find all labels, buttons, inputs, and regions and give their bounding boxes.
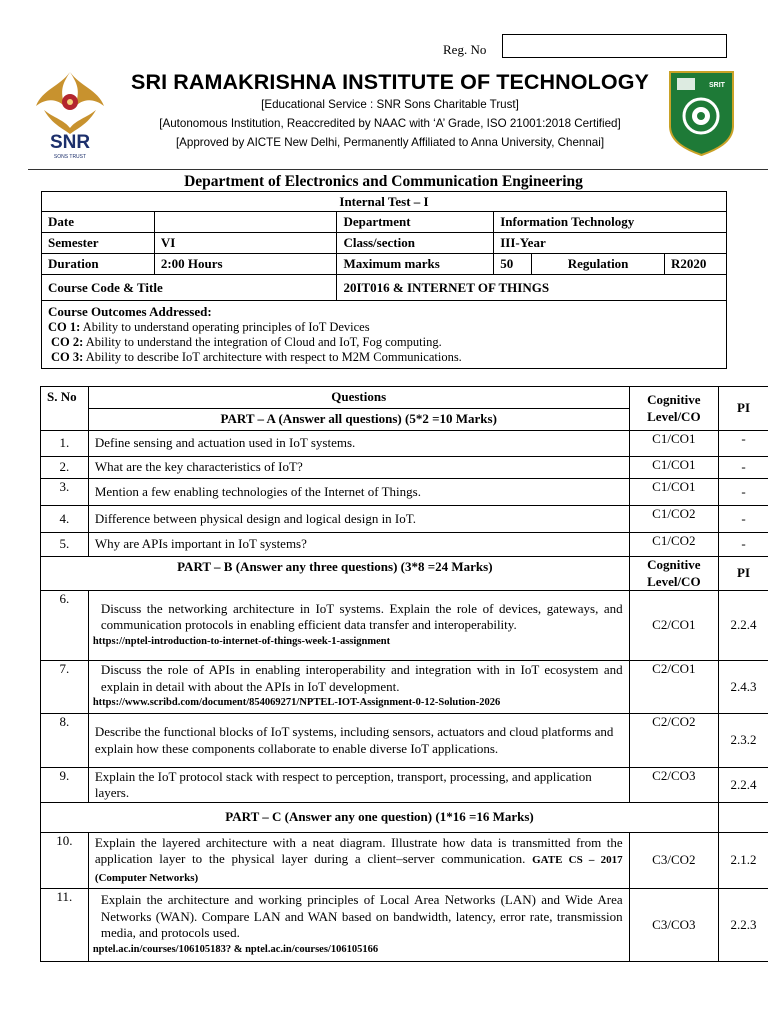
reg-no-input[interactable] [502,34,727,58]
question-number: 10. [41,833,89,889]
question-cell [88,889,629,962]
question-number: 6. [41,591,89,661]
question-pi: 2.3.2 [719,714,768,768]
question-text: Mention a few enabling technologies of the Internet of Things. [88,479,629,506]
institute-name: SRI RAMAKRISHNA INSTITUTE OF TECHNOLOGY [131,70,649,94]
question-number: 5. [41,533,89,557]
date-label: Date [42,212,155,233]
question-text: Define sensing and actuation used in IoT systems. [88,431,629,457]
svg-text:SNR: SNR [49,132,91,153]
course-label: Course Code & Title [42,275,337,301]
question-text: Discuss the role of APIs in enabling interoperability and integration with in IoT ecosystem and explain in detail with about the APIs in IoT development. [100,662,623,694]
question-number: 7. [41,661,89,714]
date-value [154,212,337,233]
question-co: C3/CO3 [629,889,718,962]
question-cell [88,833,629,889]
reference-link[interactable]: nptel.ac.in/courses/106105183? & nptel.ac.in/courses/106105166 [92,943,379,955]
reg-no-label: Reg. No [443,42,487,57]
regulation-value: R2020 [664,254,726,275]
question-cell [88,661,629,714]
question-pi: - [719,479,768,506]
max-marks-label: Maximum marks [337,254,494,275]
table-row [41,479,768,506]
institute-header [124,70,656,152]
table-row [41,889,768,962]
table-row [41,431,768,457]
question-text: Describe the functional blocks of IoT systems, including sensors, actuators and cloud platforms and explain how these components collaborate to enable diverse IoT applications. [88,714,629,768]
question-number: 11. [41,889,89,962]
snr-logo [30,68,110,160]
svg-text:SONS TRUST: SONS TRUST [53,154,87,160]
question-pi: 2.2.4 [719,768,768,803]
semester-value: VI [154,233,337,254]
question-pi: 2.4.3 [719,661,768,714]
question-co: C2/CO3 [629,768,718,803]
question-pi: - [719,431,768,457]
question-co: C1/CO2 [629,506,718,533]
header-divider [28,169,768,170]
question-co: C2/CO2 [629,714,718,768]
question-pi: - [719,533,768,557]
table-row [41,768,768,803]
question-pi: 2.2.4 [719,591,768,661]
table-row [41,714,768,768]
question-co: C1/CO2 [629,533,718,557]
co-3: CO 3: Ability to describe IoT architecture with respect to M2M Communications. [51,350,462,364]
question-number: 8. [41,714,89,768]
question-number: 9. [41,768,89,803]
course-outcomes [42,301,727,369]
question-number: 2. [41,457,89,479]
question-pi: 2.2.3 [719,889,768,962]
department-heading: Department of Electronics and Communication Engineering [184,173,583,190]
class-value: III-Year [494,233,727,254]
part-a-header: PART – A (Answer all questions) (5*2 =10 Marks) [88,409,629,431]
srit-logo [668,70,735,156]
question-text: Difference between physical design and logical design in IoT. [88,506,629,533]
class-label: Class/section [337,233,494,254]
exam-info-table [41,191,727,369]
co-2: CO 2: Ability to understand the integration of Cloud and IoT, Fog computing. [51,335,442,349]
cognitive-header: Cognitive Level/CO [629,387,718,431]
question-text: What are the key characteristics of IoT? [88,457,629,479]
question-number: 3. [41,479,89,506]
course-value: 20IT016 & INTERNET OF THINGS [337,275,727,301]
institute-line-2: [Autonomous Institution, Reaccredited by NAAC with ‘A’ Grade, ISO 21001:2018 Certified] [159,117,621,130]
department-label: Department [337,212,494,233]
question-pi: - [719,457,768,479]
questions-table [40,386,768,962]
institute-line-1: [Educational Service : SNR Sons Charitable Trust] [261,98,519,111]
table-row [41,833,768,889]
question-co: C2/CO1 [629,661,718,714]
duration-label: Duration [42,254,155,275]
question-text: Explain the architecture and working principles of Local Area Networks (LAN) and Wide Area Networks (WAN). Compare LAN and WAN based on bandwidth, latency, error rate, transmission media, and protocols used. [100,892,623,940]
svg-text:SRIT: SRIT [709,82,725,89]
regulation-label: Regulation [532,254,665,275]
part-c-header: PART – C (Answer any one question) (1*16 =16 Marks) [41,803,719,833]
reference-link[interactable]: https://nptel-introduction-to-internet-of-things-week-1-assignment [92,635,391,647]
question-pi: 2.1.2 [719,833,768,889]
department-value: Information Technology [494,212,727,233]
table-row [41,506,768,533]
question-text: Discuss the networking architecture in IoT systems. Explain the role of devices, gateways, and communication protocols in enabling efficient data transfer and interoperability. [100,600,623,633]
question-co: C2/CO1 [629,591,718,661]
question-text: Explain the IoT protocol stack with respect to perception, transport, processing, and application layers. [88,768,629,803]
test-name: Internal Test – I [42,192,727,212]
question-number: 1. [41,431,89,457]
question-co: C1/CO1 [629,457,718,479]
pi-header-b: PI [719,557,768,591]
pi-header: PI [719,387,768,431]
question-co: C1/CO1 [629,479,718,506]
question-text: Why are APIs important in IoT systems? [88,533,629,557]
cognitive-header-b: Cognitive Level/CO [629,557,718,591]
institute-line-3: [Approved by AICTE New Delhi, Permanently Affiliated to Anna University, Chennai] [175,136,605,149]
reference-link[interactable]: https://www.scribd.com/document/854069271/NPTEL-IOT-Assignment-0-12-Solution-2026 [92,697,501,709]
part-b-header: PART – B (Answer any three questions) (3*8 =24 Marks) [41,557,630,591]
semester-label: Semester [42,233,155,254]
part-c-empty [719,803,768,833]
question-text: Explain the layered architecture with a neat diagram. Illustrate how data is transmitted from the application layer to the physical layer during a client–server communication. [94,834,623,867]
table-row [41,457,768,479]
table-row [41,533,768,557]
question-pi: - [719,506,768,533]
question-cell [88,591,629,661]
questions-header: Questions [88,387,629,409]
question-number: 4. [41,506,89,533]
max-marks-value: 50 [494,254,532,275]
duration-value: 2:00 Hours [154,254,337,275]
question-co: C3/CO2 [629,833,718,889]
co-1: CO 1: Ability to understand operating principles of IoT Devices [48,320,370,334]
table-row [41,591,768,661]
table-row [41,661,768,714]
outcomes-heading: Course Outcomes Addressed: [48,304,212,319]
reference-link: GATE CS – 2017 (Computer Networks) [94,854,623,884]
sno-header: S. No [41,387,89,431]
question-co: C1/CO1 [629,431,718,457]
